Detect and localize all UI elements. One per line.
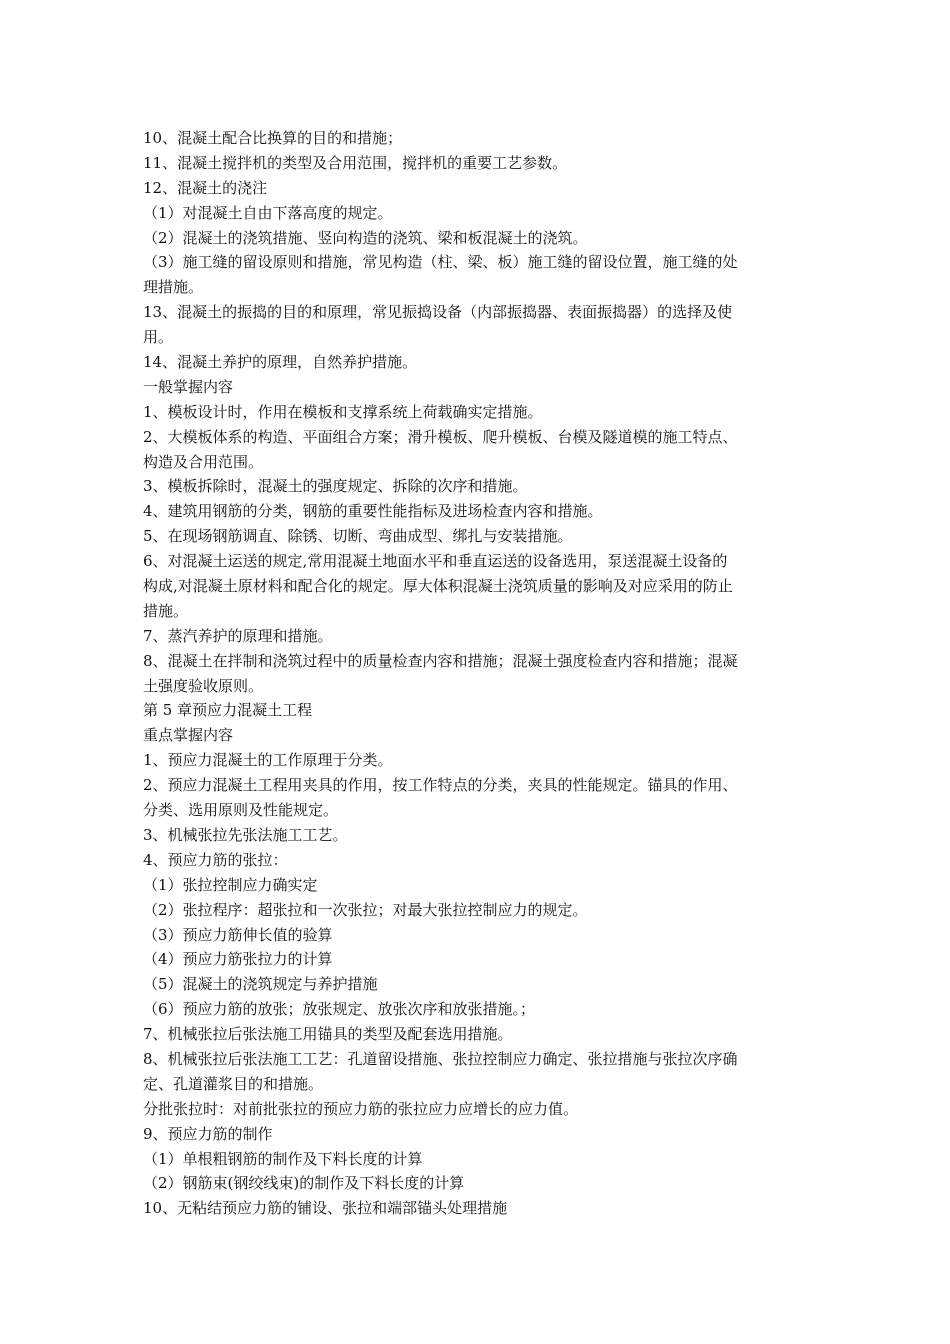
text-line: 7、机械张拉后张法施工用锚具的类型及配套选用措施。 bbox=[143, 1025, 513, 1044]
text-line: （2）张拉程序：超张拉和一次张拉；对最大张拉控制应力的规定。 bbox=[143, 900, 588, 919]
text-line: 构造及合用范围。 bbox=[143, 452, 264, 471]
document-body bbox=[143, 126, 811, 1221]
text-line: 土强度验收原则。 bbox=[143, 676, 264, 695]
text-line: 5、在现场钢筋调直、除锈、切断、弯曲成型、绑扎与安装措施。 bbox=[143, 527, 573, 546]
section-heading: 重点掌握内容 bbox=[143, 726, 234, 745]
text-line: 分批张拉时：对前批张拉的预应力筋的张拉应力应增长的应力值。 bbox=[143, 1099, 579, 1118]
text-line: 11、混凝土搅拌机的类型及合用范围，搅拌机的重要工艺参数。 bbox=[143, 153, 568, 172]
text-line: 定、孔道灌浆目的和措施。 bbox=[143, 1074, 324, 1093]
text-line: 4、建筑用钢筋的分类，钢筋的重要性能指标及进场检查内容和措施。 bbox=[143, 502, 603, 521]
text-line: 1、模板设计时，作用在模板和支撑系统上荷载确实定措施。 bbox=[143, 402, 543, 421]
section-heading: 一般掌握内容 bbox=[143, 377, 234, 396]
text-line: 7、蒸汽养护的原理和措施。 bbox=[143, 626, 333, 645]
text-line: 分类、选用原则及性能规定。 bbox=[143, 801, 339, 820]
text-line: 10、无粘结预应力筋的铺设、张拉和端部锚头处理措施 bbox=[143, 1199, 508, 1218]
text-line: （6）预应力筋的放张；放张规定、放张次序和放张措施。； bbox=[143, 1000, 536, 1019]
text-line: （1）单根粗钢筋的制作及下料长度的计算 bbox=[143, 1149, 423, 1168]
text-line: （1）张拉控制应力确实定 bbox=[143, 875, 318, 894]
chapter-heading: 第 5 章预应力混凝土工程 bbox=[143, 701, 313, 720]
text-line: （1）对混凝土自由下落高度的规定。 bbox=[143, 203, 393, 222]
text-line: 1、预应力混凝土的工作原理于分类。 bbox=[143, 751, 393, 770]
text-line: （3）预应力筋伸长值的验算 bbox=[143, 925, 333, 944]
section-heading: 12、混凝土的浇注 bbox=[143, 178, 268, 197]
text-line: （2）混凝土的浇筑措施、竖向构造的浇筑、梁和板混凝土的浇筑。 bbox=[143, 228, 588, 247]
text-line: 理措施。 bbox=[143, 278, 204, 297]
text-line: （2）钢筋束(钢绞线束)的制作及下料长度的计算 bbox=[143, 1174, 465, 1193]
text-line: （3）施工缝的留设原则和措施，常见构造（柱、梁、板）施工缝的留设位置，施工缝的处 bbox=[143, 253, 738, 272]
text-line: 8、机械张拉后张法施工工艺：孔道留设措施、张拉控制应力确定、张拉措施与张拉次序确 bbox=[143, 1049, 738, 1068]
text-line: 9、预应力筋的制作 bbox=[143, 1124, 273, 1143]
text-line: 2、大模板体系的构造、平面组合方案；滑升模板、爬升模板、台模及隧道模的施工特点、 bbox=[143, 427, 738, 446]
text-line: 3、机械张拉先张法施工工艺。 bbox=[143, 825, 348, 844]
text-line: 4、预应力筋的张拉： bbox=[143, 850, 288, 869]
text-line: 3、模板拆除时，混凝土的强度规定、拆除的次序和措施。 bbox=[143, 477, 528, 496]
text-line: 措施。 bbox=[143, 601, 189, 620]
text-line: 用。 bbox=[143, 328, 174, 347]
text-line: 8、混凝土在拌制和浇筑过程中的质量检查内容和措施；混凝土强度检查内容和措施；混凝 bbox=[143, 651, 738, 670]
text-line: 6、对混凝土运送的规定,常用混凝土地面水平和垂直运送的设备选用，泵送混凝土设备的 bbox=[143, 552, 728, 571]
text-line: 10、混凝土配合比换算的目的和措施； bbox=[143, 129, 403, 147]
text-line: 2、预应力混凝土工程用夹具的作用，按工作特点的分类，夹具的性能规定。锚具的作用、 bbox=[143, 776, 738, 795]
text-line: （5）混凝土的浇筑规定与养护措施 bbox=[143, 975, 378, 994]
text-line: 13、混凝土的振捣的目的和原理，常见振捣设备（内部振捣器、表面振捣器）的选择及使 bbox=[143, 303, 733, 322]
text-line: （4）预应力筋张拉力的计算 bbox=[143, 950, 333, 969]
text-line: 14、混凝土养护的原理，自然养护措施。 bbox=[143, 353, 418, 372]
text-line: 构成,对混凝土原材料和配合化的规定。厚大体积混凝土浇筑质量的影响及对应采用的防止 bbox=[143, 577, 733, 596]
